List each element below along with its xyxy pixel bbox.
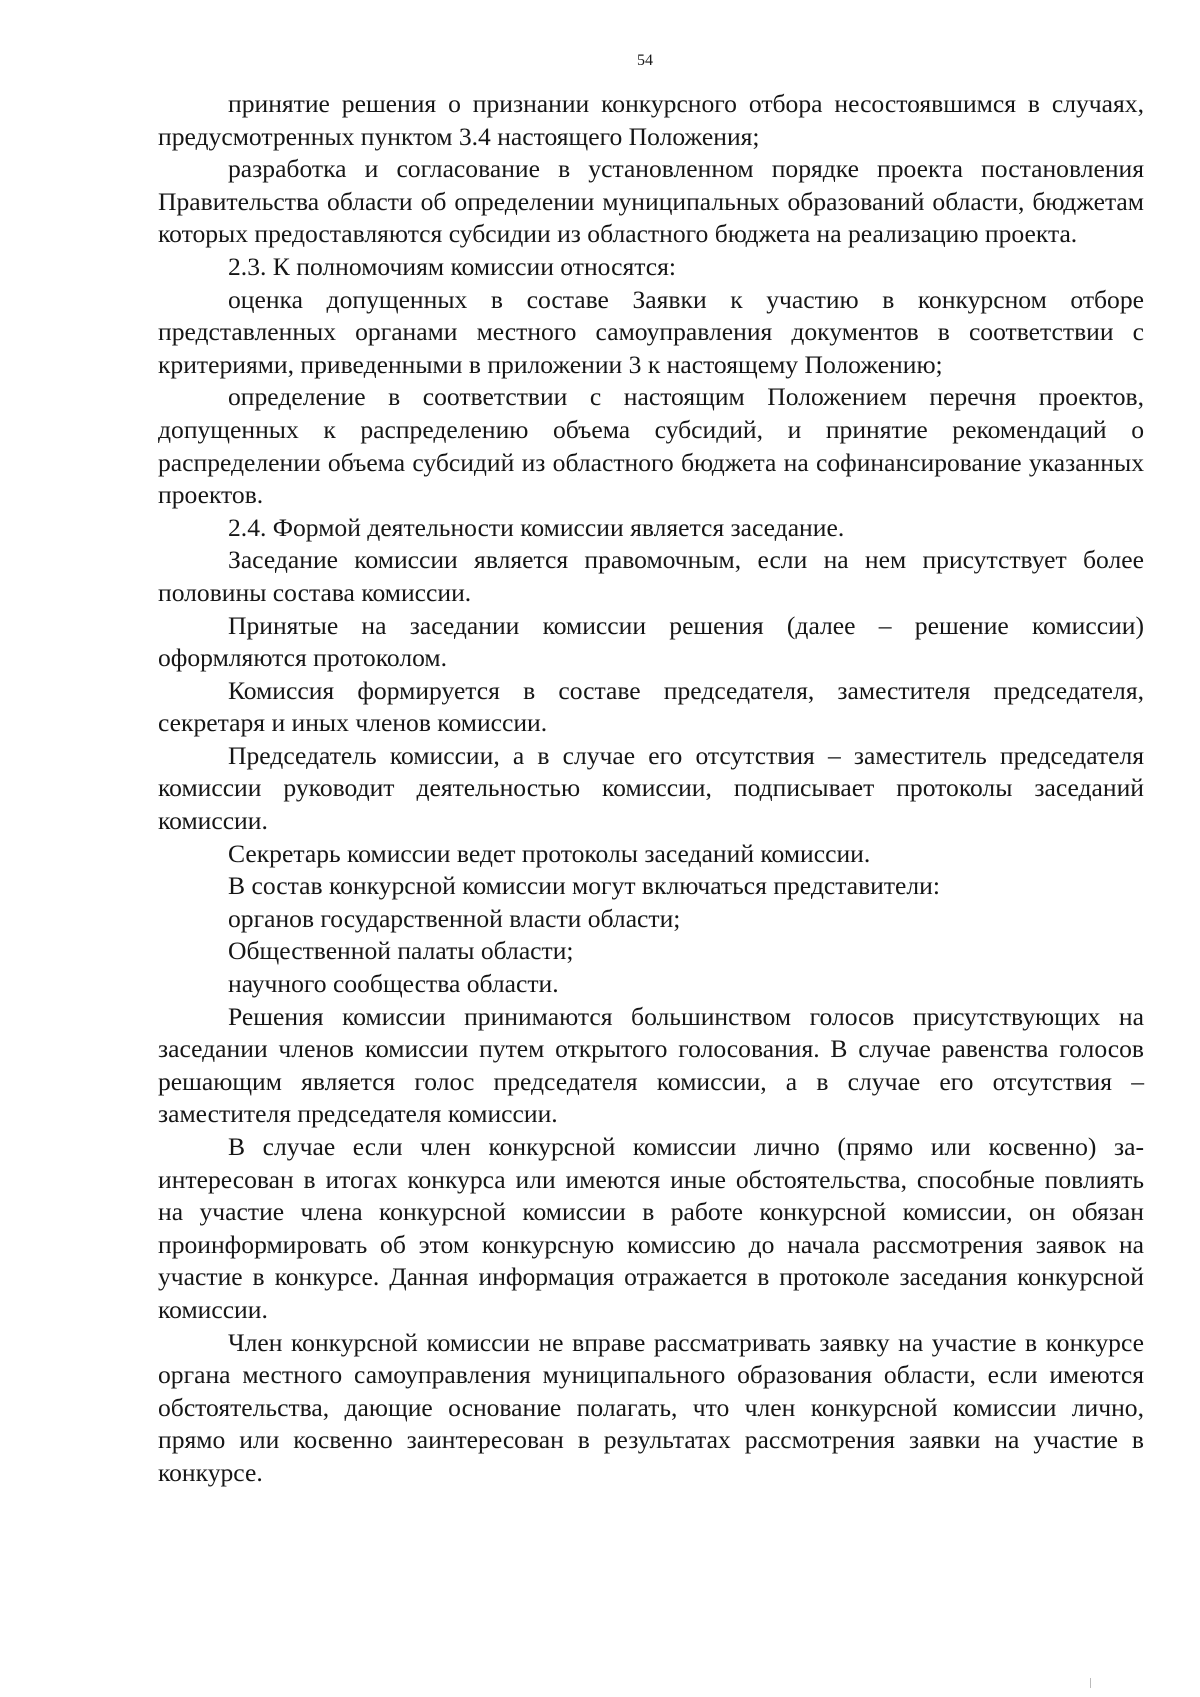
section-heading-2-3: 2.3. К полномочиям комиссии относятся: (228, 251, 676, 281)
paragraph: разработка и согласование в установленном порядке проекта постановления Правительства области об определении муниципальных образований области, бюджетам которых предоставляются субсидии из областного бюджета на реализацию проекта. (158, 154, 1144, 249)
paragraph: Председатель комиссии, а в случае его отсутствия – заместитель председателя комиссии руководит деятельностью комиссии, подписывает протоколы заседаний комиссии. (158, 740, 1144, 836)
paragraph: Комиссия формируется в составе председателя, заместителя председателя, секретаря и иных членов комиссии. (158, 675, 1144, 738)
paragraph: принятие решения о признании конкурсного отбора несостоявшимся в случаях, предусмотренных пунктом 3.4 настоящего Положения; (158, 89, 1144, 151)
paragraph: Секретарь комиссии ведет протоколы заседаний комиссии. (228, 838, 871, 868)
paragraph: Заседание комиссии является правомочным, если на нем присутствует более половины состава комиссии. (158, 545, 1144, 607)
list-item: Общественной палаты области; (228, 936, 574, 966)
paragraph: определение в соответствии с настоящим Положением перечня проектов, допущенных к распределению объема субсидий, и принятие рекомендаций о распределении объема субсидий из областного бюджета на софинансирование указанных проектов. (158, 382, 1144, 510)
scan-artifact (1090, 1678, 1091, 1688)
paragraph: Член конкурсной комиссии не вправе рассматривать заявку на участие в конкурсе органа местного самоуправления муниципального образования области, если имеются обстоятельства, дающие основание полагать, что член конкурсной комиссии лично, прямо или косвенно заинтересован в результатах рассмотрения заявки на участие в конкурсе. (158, 1327, 1144, 1487)
document-body (158, 88, 1144, 1490)
page-number: 54 (637, 52, 653, 69)
paragraph: В случае если член конкурсной комиссии лично (прямо или косвенно) заинтересован в итогах конкурса или имеются иные обстоятельства, способные повлиять на участие члена конкурсной комиссии в работе конкурсной комиссии, он обязан проинформировать об этом конкурсную комиссию до начала рассмотрения заявок на участие в конкурсе. Данная информация отражается в протоколе заседания конкурсной комиссии. (158, 1132, 1144, 1324)
list-item: научного сообщества области. (228, 969, 559, 999)
paragraph: оценка допущенных в составе Заявки к участию в конкурсном отборе представленных органами местного самоуправления документов в соответствии с критериями, приведенными в приложении 3 к настоящему Положению; (158, 284, 1144, 379)
paragraph: Принятые на заседании комиссии решения (далее – решение комиссии) оформляются протоколом. (158, 610, 1144, 673)
section-heading-2-4: 2.4. Формой деятельности комиссии является заседание. (228, 512, 845, 542)
paragraph: В состав конкурсной комиссии могут включаться представители: (228, 871, 940, 901)
list-item: органов государственной власти области; (228, 903, 681, 933)
paragraph: Решения комиссии принимаются большинством голосов присутствующих на заседании членов комиссии путем открытого голосования. В случае равенства голосов решающим является голос председателя комиссии, а в случае его отсутствия – заместителя председателя комиссии. (158, 1001, 1144, 1129)
